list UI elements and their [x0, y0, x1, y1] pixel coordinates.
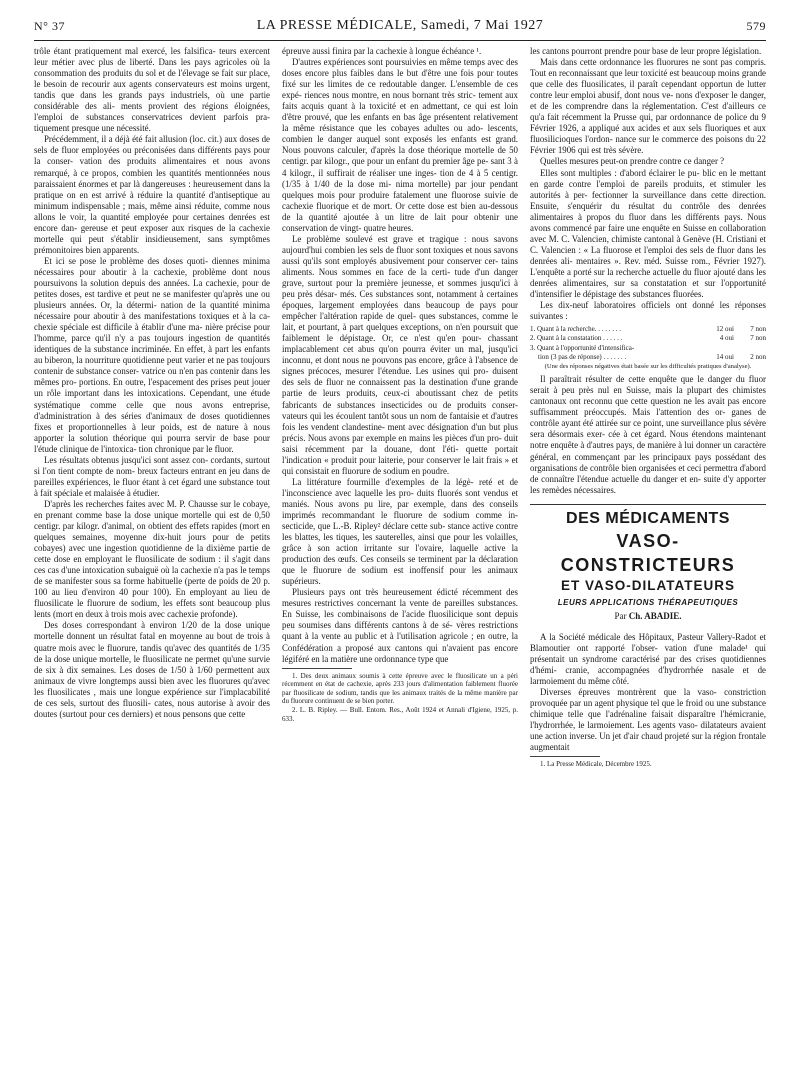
table-cell: 3. Quant à l'opportunité d'intensifica-	[530, 343, 635, 352]
article-title-line-1: DES MÉDICAMENTS	[566, 509, 730, 527]
paragraph: D'après les recherches faites avec M. P. Chausse sur le cobaye, en prenant comme base la dose unique mortelle qui est de 0,50 centigr. par kilogr. d'animal, on obtient des effets rapides (mort en quelques semaines, moyenne dix-huit jours pour de petits cobayes) avec une ingestion quotidienne de la dixième partie de cette dose en employant le fluosilicate de sodium : il s'agit dans ces cas d'une intoxication subaiguë où la cachexie n'a pas le temps de se manifester sous sa forme habituelle (perte de poids de 20 p. 100 au lieu d'environ 40 pour 100). En employant au lieu de fluosilicate le fluorure de sodium, les effets sont beaucoup plus lents (mort en deux à trois mois avec cachexie profonde).	[34, 498, 270, 620]
footnote: 1. Des deux animaux soumis à cette épreuve avec le fluosilicate un a péri récemment en état de cachexie, après 233 jours d'alimentation faiblement fluorée par fluosilicate de sodium, tandis que les animaux traités de la même manière par du fluorure continuent de se bien porter.	[282, 671, 518, 706]
table-cell: tion (3 pas de réponse) . . . . . . .	[538, 352, 627, 361]
journal-title: LA PRESSE MÉDICALE, Samedi, 7 Mai 1927	[256, 18, 544, 33]
paragraph: trôle étant pratiquement mal exercé, les falsifica- teurs exercent leur métier avec plus de liberté. Dans les pays agricoles où la consommation des produits du sol et de l'élevage se fait sur place, le besoin de recourir aux agents conservateurs est moins urgent, tandis que dans les grands pays industriels, où une partie considérable des ali- ments provient des régions éloignées, l'emploi de substances conservatrices devient parfois pra- tiquement presque une nécessité.	[34, 46, 270, 134]
footnote: 1. La Presse Médicale, Décembre 1925.	[540, 760, 652, 769]
table-cell: 12 oui	[716, 325, 734, 334]
footnote-divider	[530, 756, 600, 757]
table-row	[530, 334, 766, 343]
column-3	[530, 46, 766, 1074]
paragraph: Précédemment, il a déjà été fait allusion (loc. cit.) aux doses de sels de fluor employées ou préconisées dans différents pays pour la conser- vation des produits alimentaires et nous avons remarqué, à ce propos, combien les quantités mentionnées nous paraissaient énormes et par là dangereuses : heureusement dans la pratique on en est arrivé à réduire la quantité d'antiseptique au minimum indispensable ; mais, même ainsi réduite, comme nous allons le voir, la quantité employée pour certaines denrées est encore dan- gereuse et peut exposer aux risques de la cachexie mortelle qui peut s'établir insidieusement, sans symptômes prémonitoires bien apparents.	[34, 134, 270, 255]
paragraph: Les dix-neuf laboratoires officiels ont donné les réponses suivantes :	[530, 300, 766, 322]
paragraph: épreuve aussi finira par la cachexie à longue échéance ¹.	[282, 46, 482, 56]
page-header	[34, 16, 766, 41]
paragraph: Plusieurs pays ont très heureusement édicté récemment des mesures restrictives concernant la vente de pareilles substances. En Suisse, les combinaisons de l'acide fluosilicique sont depuis peu soumises dans différents cantons à de sé- vères restrictions quant à la vente au public et à l'utilisation agricole ; en outre, la Confédération a proposé aux cantons qui n'avaient pas encore légiféré en la matière une ordonnance type que	[282, 587, 518, 664]
footnote-divider	[282, 668, 352, 669]
issue-number: N° 37	[34, 19, 65, 33]
paragraph: les cantons pourront prendre pour base de leur propre législation.	[530, 46, 762, 56]
table-cell: 7 non	[750, 325, 766, 334]
table-cell: 1. Quant à la recherche. . . . . . . .	[530, 325, 621, 334]
paragraph: Mais dans cette ordonnance les fluorures ne sont pas compris. Tout en reconnaissant que leur toxicité est beaucoup moins grande que celle des fluosilicates, il paraît cependant opportun de lutter contre leur emploi abusif, dont nous ve- nons d'exposer le danger, et de les comprendre dans la réglementation. C'est d'ailleurs ce qu'a fait récemment la Prusse qui, par ordonnance de police du 9 Février 1926, a appliqué aux acides et aux sels fluoriques et aux fluosilicioques l'ordon- nance sur le commerce des poisons du 22 Février 1906 qui est très sévère.	[530, 57, 766, 156]
survey-table	[530, 325, 766, 371]
paragraph: Quelles mesures peut-on prendre contre ce danger ?	[540, 156, 725, 167]
table-row	[530, 344, 766, 353]
table-cell: 2 non	[750, 352, 766, 361]
paragraph: Elles sont multiples : d'abord éclairer le pu- blic en le mettant en garde contre l'emploi de pareils produits, et stimuler les autorités à per- fectionner la surveillance dans cette direction. Ensuite, s'enquérir du résultat du contrôle des denrées alimentaires à propos du fluor dans les différents pays. Nous avons commencé par faire une enquête en Suisse en collaboration avec M. C. Valencien, chimiste cantonal à Genève (H. Cristiani et C. Valencien : « La fluorose et l'emploi des sels de fluor dans les denrées ali- mentaires ». Rev. méd. Suisse rom., Février 1927). L'enquête a porté sur la recherche actuelle du fluor ajouté dans les denrées alimentaires, sur sa constatation et sur l'opportunité d'intensifier le dépistage des substances fluorées.	[530, 167, 766, 300]
page-number: 579	[746, 19, 766, 33]
paragraph: Le problème soulevé est grave et tragique : nous savons aujourd'hui combien les sels de fluor sont toxiques et nous savons aussi qu'ils sont employés abusivement pour conserver cer- tains aliments. Nous sommes en face de la certi- tude d'un danger grave, surtout pour la première jeunesse, et sommes jusqu'ici à peu près désar- més. Ces substances sont, notamment à certaines époques, largement employées dans beaucoup de pays pour empêcher l'altération rapide de quel- ques substances, comme le lait, et pourtant, à part quelques exceptions, on n'en poursuit que faiblement le dépistage. Or, ce n'est qu'en pour- chassant implacablement cet abus qu'on pourra éviter un mal, jusqu'ici inconnu, et dont nous ne pouvons pas encore, grâce à l'absence de signes précoces, mesurer l'étendue. Les usines qui pro- duisent des sels de fluor ne connaissent pas la destination d'une grande partie de leurs produits, ceux-ci aboutissant chez de petits fabricants de substances insecticides ou de produits conser- vateurs qui les écoulent tantôt sous un nom de fantaisie et d'autres fois les vendent clandestine- ment avec désignation d'un but plus précis. Nous avons par exemple en mains les pièces d'un pro- duit saisi récemment par la douane, dont l'éti- quette portait l'indication « produit pour laiterie, pour conserver le lait frais » et qui consistait en fluorure de sodium en poudre.	[282, 233, 518, 476]
paragraph: La littérature fourmille d'exemples de la légè- reté et de l'inconscience avec laquelle les pro- duits fluorés sont vendus et maniés. Nous avons pu lire, par exemple, dans des conseils imprimés recommandant le fluorure de sodium comme in- secticide, que L.-B. Ripley² déclare cette sub- stance active contre les blattes, les tiques, les sauterelles, ainsi que pour les volailles, grâce à son action irritante sur l'ovaire, laquelle active la production des œufs. Ces conseils se terminent par la déclaration que le fluorure de sodium est inoffensif pour les animaux supérieurs.	[282, 476, 518, 587]
table-row	[530, 353, 766, 362]
article-divider	[530, 504, 766, 505]
article-subtitle: LEURS APPLICATIONS THÉRAPEUTIQUES	[557, 597, 739, 607]
paragraph: D'autres expériences sont poursuivies en même temps avec des doses encore plus faibles dans le but d'être une fois pour toutes fixé sur les limites de ce redoutable danger. L'ensemble de ces expé- riences nous montre, en nous bornant très stric- tement aux faits acquis quant à la toxicité et en admettant, ce qui est loin d'être prouvé, que les enfants en bas âge présentent relativement la même résistance que les cobayes adultes ou ado- lescents, combien le danger auquel sont exposés les enfants est grand. Nous pouvons calculer, d'après la dose théorique mortelle de 50 centigr. par kilogr., que pour un enfant du premier âge pe- sant 3 à 4 kilogr., il suffirait de réaliser une inges- tion de 4 à 5 centigr. (1/35 à 1/40 de la dose mi- nima mortelle) par jour pendant quelques mois pour produire fatalement une fluorose suivie de cachexie fluorique et de mort. Or cette dose est bien au-dessous de la quantité ajoutée à un litre de lait pour obtenir une conservation de vingt- quatre heures.	[282, 57, 518, 233]
column-1	[34, 46, 270, 1074]
table-row	[530, 325, 766, 334]
paragraph: Des doses correspondant à environ 1/20 de la dose unique mortelle donnent un résultat fatal en moyenne au bout de trois à quatre mois avec le fluorure, tandis qu'avec des quantités de 1/35 de la dose unique mortelle, le fluosilicate ne permet qu'une survie de six à dix semaines. Les doses de 1/50 à 1/60 permettent aux animaux de vivre longtemps aussi bien avec les fluorures qu'avec les fluosilicates , mais une longue expérience sur l'implacabilité de ces sels, surtout des fluosili- cates, nous autorise à avoir des doutes (surtout pour ces derniers) et nous pensons que cette	[34, 620, 270, 719]
column-2	[282, 46, 518, 1074]
paragraph: Les résultats obtenus jusqu'ici sont assez con- cordants, surtout si l'on tient compte de nom- breux facteurs entrant en jeu dans de pareilles expériences, le fluor étant à cet égard une substance tout à fait spéciale et malaisée à étudier.	[34, 454, 270, 498]
table-cell: 4 oui	[719, 334, 734, 343]
paragraph: Il paraîtrait résulter de cette enquête que le danger du fluor serait à peu près nul en Suisse, mais la plupart des chimistes cantonaux ont reconnu que cette question ne les avait pas encore suffisamment préoccupés. Mais l'attention des or- ganes de contrôle ayant été attirée sur ce point, une surveillance plus sévère sera désormais exer- cée à cet égard. Nous étendons maintenant notre enquête à d'autres pays, de manière à lui donner un caractère général, en commençant par les principaux pays possédant des organisations de contrôle bien organisées et ceci permettra d'abord de connaître l'étendue actuelle du danger et en- suite d'y apporter les remèdes nécessaires.	[530, 374, 766, 495]
table-note: (Une des réponses négatives était basée sur les difficultés pratiques d'analyse).	[544, 362, 752, 370]
article-title-line-2: VASO-CONSTRICTEURS	[560, 530, 736, 575]
paragraph: Diverses épreuves montrèrent que la vaso- constriction provoquée par un agent physique tel que le froid ou une substance chimique telle que l'adrénaline faisait disparaître l'hémicranie, l'hydrorrhée, le larmoiement. Les agents vaso- dilatateurs avaient une action inverse. Un jet d'air chaud projeté sur la région frontale augmentait	[530, 687, 766, 753]
article-title-line-3: ET VASO-DILATATEURS	[561, 577, 735, 593]
paragraph: A la Société médicale des Hôpitaux, Pasteur Vallery-Radot et Blamoutier ont rapporté l'obser- vation d'une malade¹ qui présentait un syndrome caractérisé par des crises quotidiennes d'hémi- cranie, accompagnées d'hydrorrhée nasale et de larmoiement du même côté.	[530, 631, 766, 686]
footnote: 2. L. B. Ripley. — Bull. Entom. Res., Août 1924 et Annali d'Igiene, 1925, p. 633.	[282, 706, 518, 723]
table-cell: 2. Quant à la constatation . . . . . .	[530, 334, 623, 343]
article-author: Par Ch. ABADIE.	[614, 610, 682, 621]
table-cell: 7 non	[750, 334, 766, 343]
paragraph: Et ici se pose le problème des doses quoti- diennes minima nécessaires pour aboutir à la cachexie, problème dont nous poursuivons la solution depuis des années. La cachexie, pour de petites doses, est tardive et peut ne se manifester qu'après une ou plusieurs années. Or, la détermi- nation de la quantité minima nécessaire pour aboutir à des manifestations toxiques et à la ca- chexie spéciale est difficile à établir d'une ma- nière précise pour l'homme, parce qu'il n'y a pas toujours ingestion de quantités identiques de la substance incriminée. En effet, à part les enfants au biberon, la nourriture quotidienne peut varier et ne pas toujours contenir de substance conser- vatrice ou n'en pas contenir dans les mêmes pro- portions. En outre, l'espacement des prises peut jouer un rôle important dans les intoxications. Cependant, une étude systématique comme celle que nous avons entreprise, d'administration à des séries d'animaux de doses quotidiennes fixes et proportionnelles à leur poids, est de nature à nous apporter la solution théorique qui pourra servir de base pour l'étude clinique de l'intoxica- tion chronique par le fluor.	[34, 255, 270, 454]
table-cell: 14 oui	[716, 352, 734, 361]
